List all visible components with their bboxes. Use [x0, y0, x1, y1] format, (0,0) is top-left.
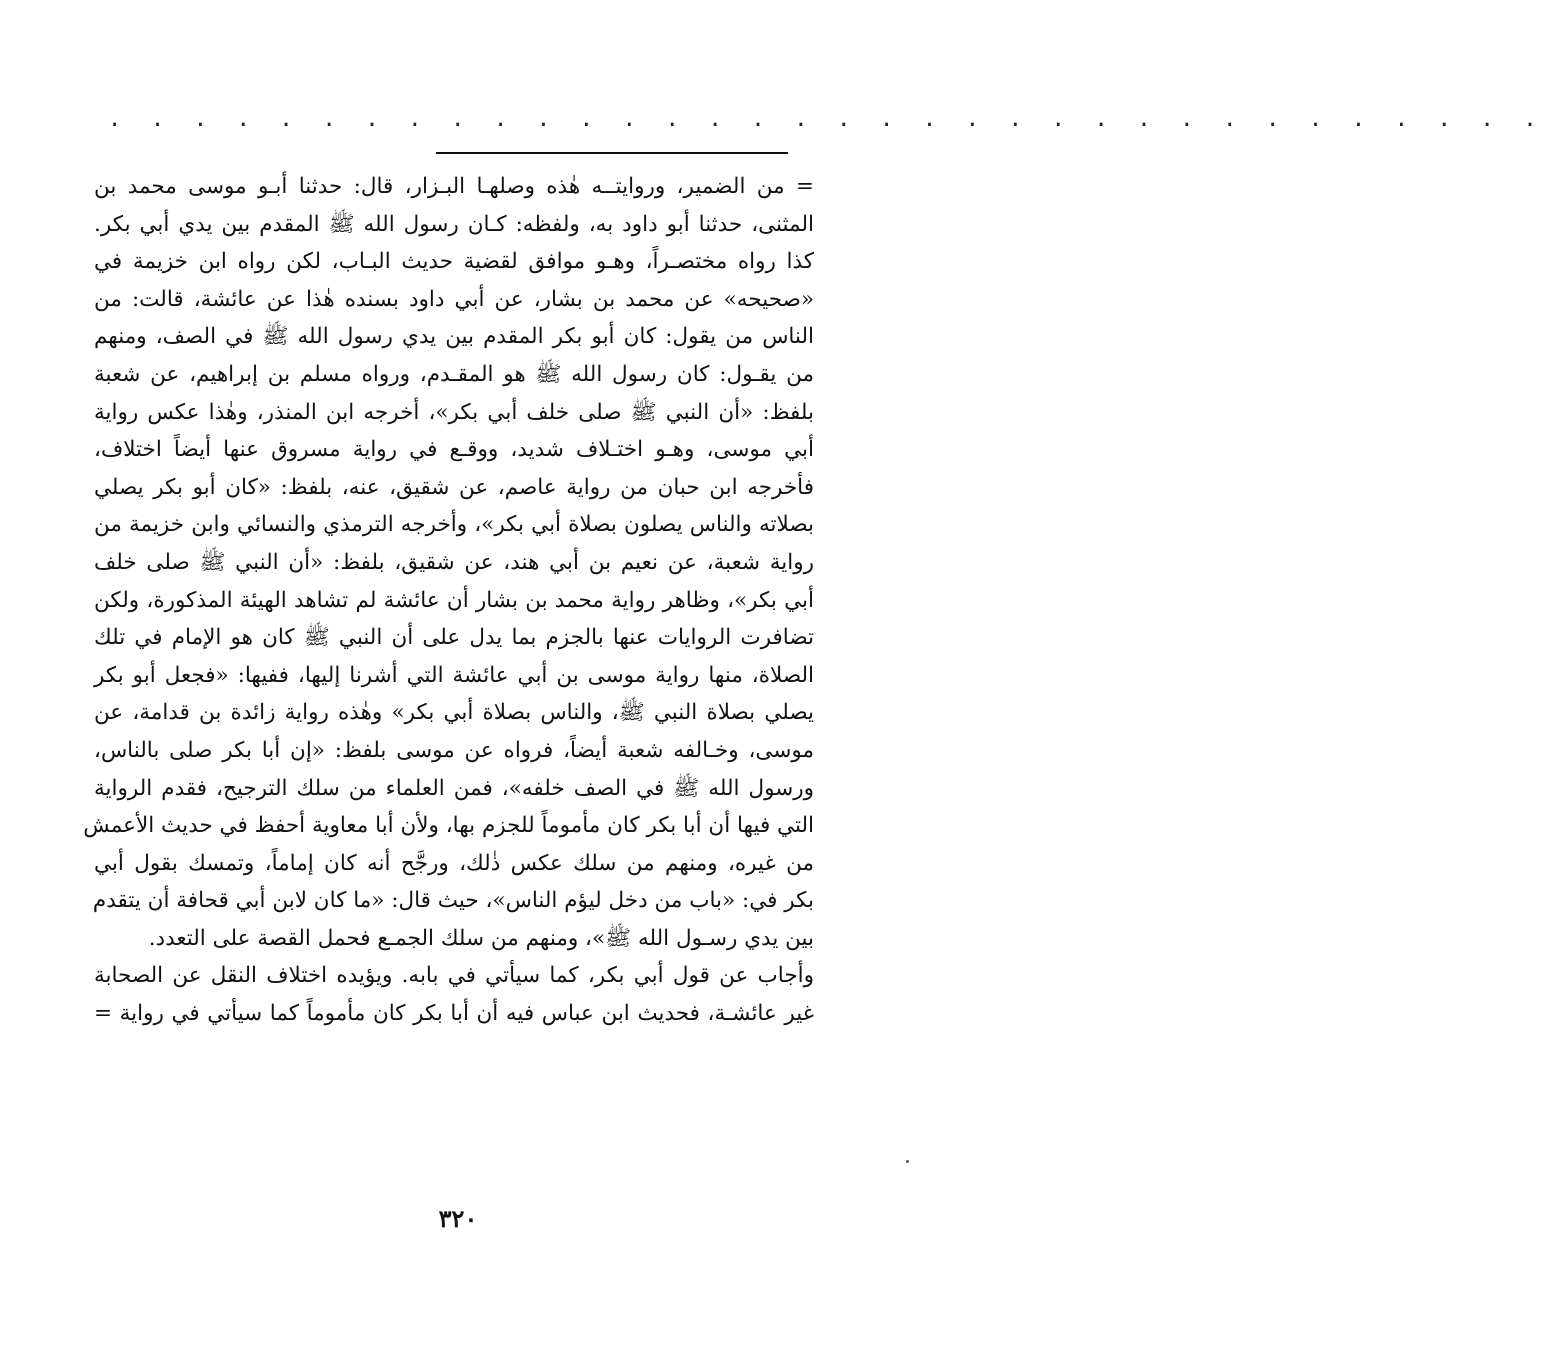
text-line: غير عائشـة، فحديث ابن عباس فيه أن أبا بكر كان مأموماً كما سيأتي في رواية =: [94, 1001, 814, 1027]
text-line: الناس من يقول: كان أبو بكر المقدم بين يدي رسول الله ﷺ في الصف، ومنهم: [94, 324, 814, 350]
text-line: «صحيحه» عن محمد بن بشار، عن أبي داود بسنده هٰذا عن عائشة، قالت: من: [94, 286, 814, 312]
text-line: الصلاة، منها رواية موسى بن أبي عائشة التي أشرنا إليها، ففيها: «فجعل أبو بكر: [94, 662, 814, 688]
text-line: التي فيها أن أبا بكر كان مأموماً للجزم بها، ولأن أبا معاوية أحفظ في حديث الأعمش: [83, 813, 814, 839]
text-line: بلفظ: «أن النبي ﷺ صلى خلف أبي بكر»، أخرجه ابن المنذر، وهٰذا عكس رواية: [94, 399, 814, 425]
footnote-text: [83, 168, 814, 1033]
text-line: يصلي بصلاة النبي ﷺ، والناس بصلاة أبي بكر» وهٰذه رواية زائدة بن قدامة، عن: [94, 700, 814, 726]
text-line: من يقـول: كان رسول الله ﷺ هو المقـدم، ورواه مسلم بن إبراهيم، عن شعبة: [94, 361, 814, 387]
text-line: فأخرجه ابن حبان من رواية عاصم، عن شقيق، عنه، بلفظ: «كان أبو بكر يصلي: [94, 474, 814, 500]
text-line: تضافرت الروايات عنها بالجزم بما يدل على أن النبي ﷺ كان هو الإمام في تلك: [94, 625, 814, 651]
text-line: أبي موسى، وهـو اختـلاف شديد، ووقـع في رواية مسروق عنها أيضاً اختلاف،: [94, 437, 814, 463]
text-line: = من الضمير، وروايتــه هٰذه وصلهـا البـزار، قال: حدثنا أبـو موسى محمد بن: [94, 174, 814, 199]
text-line: المثنى، حدثنا أبو داود به، ولفظه: كـان رسول الله ﷺ المقدم بين يدي أبي بكر.: [94, 211, 814, 237]
footnote-rule: [436, 152, 788, 154]
text-line: رواية شعبة، عن نعيم بن أبي هند، عن شقيق، بلفظ: «أن النبي ﷺ صلى خلف: [94, 549, 814, 575]
text-line: كذا رواه مختصـراً، وهـو موافق لقضية حديث البـاب، لكن رواه ابن خزيمة في: [94, 249, 814, 275]
text-line: موسى، وخـالفه شعبة أيضاً، فرواه عن موسى بلفظ: «إن أبا بكر صلى بالناس،: [94, 737, 814, 763]
text-line: من غيره، ومنهم من سلك عكس ذٰلك، ورجَّح أنه كان إماماً، وتمسك بقول أبي: [94, 850, 814, 876]
text-line: وأجاب عن قول أبي بكر، كما سيأتي في بابه. ويؤيده اختلاف النقل عن الصحابة: [94, 963, 814, 989]
text-line: ورسول الله ﷺ في الصف خلفه»، فمن العلماء من سلك الترجيح، فقدم الرواية: [94, 775, 814, 801]
scan-speck: [906, 1160, 909, 1163]
text-line: بصلاته والناس يصلون بصلاة أبي بكر»، وأخرجه الترمذي والنسائي وابن خزيمة من: [94, 512, 814, 538]
text-line: بكر في: «باب من دخل ليؤم الناس»، حيث قال: «ما كان لابن أبي قحافة أن يتقدم: [92, 888, 814, 914]
separator-dots: . . . . . . . . . . . . . . . . . . . . . . . . . . . . . . . . . .: [108, 107, 1545, 132]
page-number: ٣٢٠: [438, 1204, 478, 1233]
text-line: بين يدي رسـول الله ﷺ»، ومنهم من سلك الجمـع فحمل القصة على التعدد.: [148, 925, 814, 951]
text-line: أبي بكر»، وظاهر رواية محمد بن بشار أن عائشة لم تشاهد الهيئة المذكورة، ولكن: [94, 587, 814, 613]
